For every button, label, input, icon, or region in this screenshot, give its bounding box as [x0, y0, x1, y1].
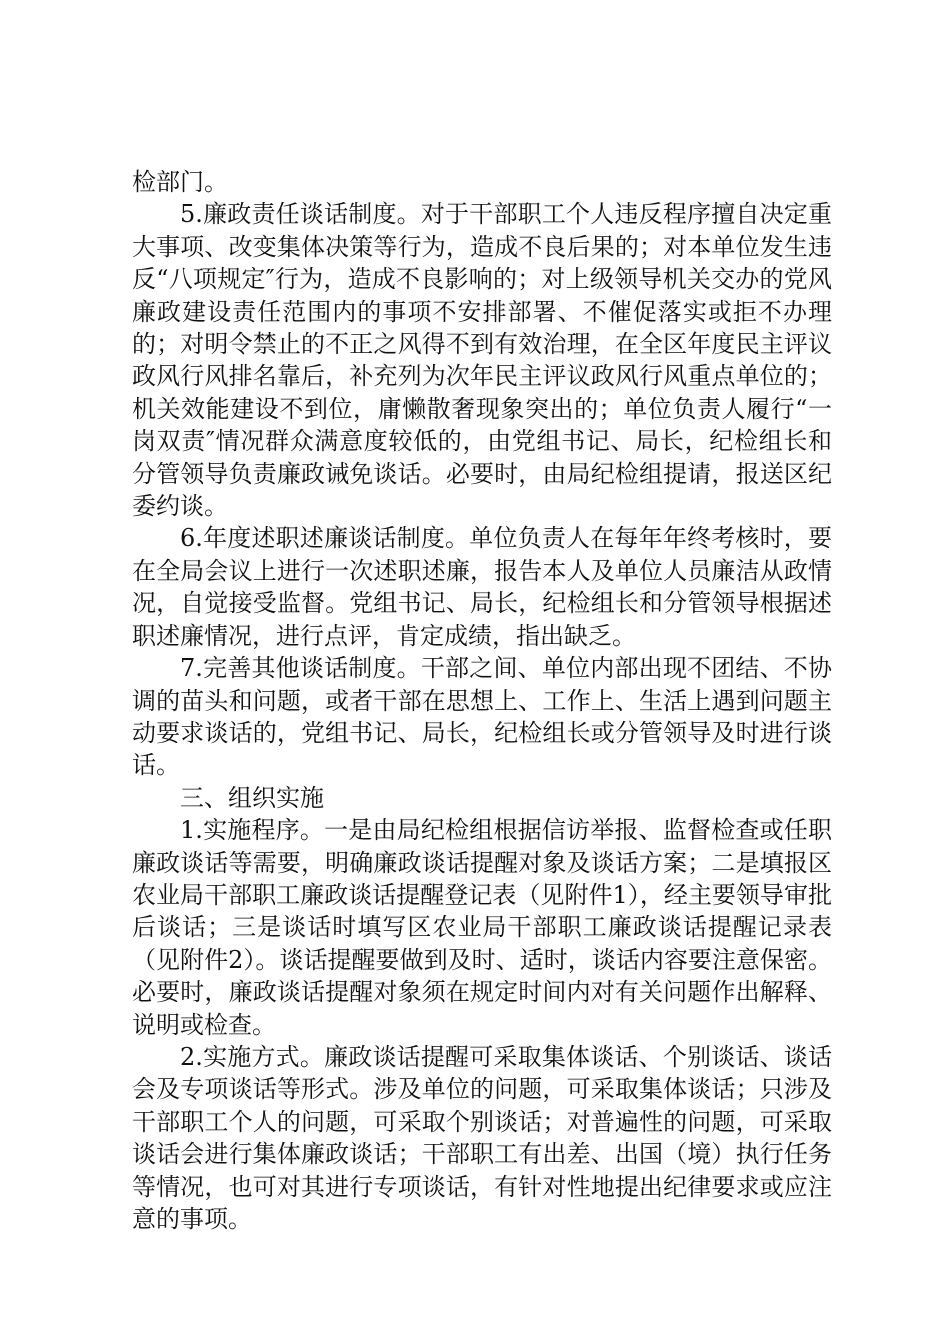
paragraph-item-7: 7.完善其他谈话制度。干部之间、单位内部出现不团结、不协调的苗头和问题，或者干部在思想上、工作上、生活上遇到问题主动要求谈话的，党组书记、局长，纪检组长或分管领导及时进行谈话。	[132, 654, 832, 780]
paragraph-impl-2: 2.实施方式。廉政谈话提醒可采取集体谈话、个别谈话、谈话会及专项谈话等形式。涉及单位的问题，可采取集体谈话；只涉及干部职工个人的问题，可采取个别谈话；对普遍性的问题，可采取谈话会进行集体廉政谈话；干部职工有出差、出国（境）执行任务等情况，也可对其进行专项谈话，有针对性地提出纪律要求或应注意的事项。	[132, 1042, 832, 1233]
paragraph-item-5: 5.廉政责任谈话制度。对于干部职工个人违反程序擅自决定重大事项、改变集体决策等行为，造成不良后果的；对本单位发生违反“八项规定″行为，造成不良影响的；对上级领导机关交办的党风廉政建设责任范围内的事项不安排部署、不催促落实或拒不办理的；对明令禁止的不正之风得不到有效治理，在全区年度民主评议政风行风排名靠后，补充列为次年民主评议政风行风重点单位的；机关效能建设不到位，庸懒散奢现象突出的；单位负责人履行“一岗双责″情况群众满意度较低的，由党组书记、局长，纪检组长和分管领导负责廉政诫免谈话。必要时，由局纪检组提请，报送区纪委约谈。	[132, 200, 832, 521]
section-heading: 三、组织实施	[180, 783, 324, 812]
paragraph-impl-1: 1.实施程序。一是由局纪检组根据信访举报、监督检查或任职廉政谈话等需要，明确廉政谈话提醒对象及谈话方案；二是填报区农业局干部职工廉政谈话提醒登记表（见附件1），经主要领导审批后谈话；三是谈话时填写区农业局干部职工廉政谈话提醒记录表（见附件2）。谈话提醒要做到及时、适时，谈话内容要注意保密。必要时，廉政谈话提醒对象须在规定时间内对有关问题作出解释、说明或检查。	[132, 816, 832, 1039]
document-page	[132, 166, 832, 1235]
paragraph-continuation: 检部门。	[132, 168, 228, 196]
paragraph-item-6: 6.年度述职述廉谈话制度。单位负责人在每年年终考核时，要在全局会议上进行一次述职述廉，报告本人及单位人员廉洁从政情况，自觉接受监督。党组书记、局长，纪检组长和分管领导根据述职述廉情况，进行点评，肯定成绩，指出缺乏。	[132, 524, 832, 650]
